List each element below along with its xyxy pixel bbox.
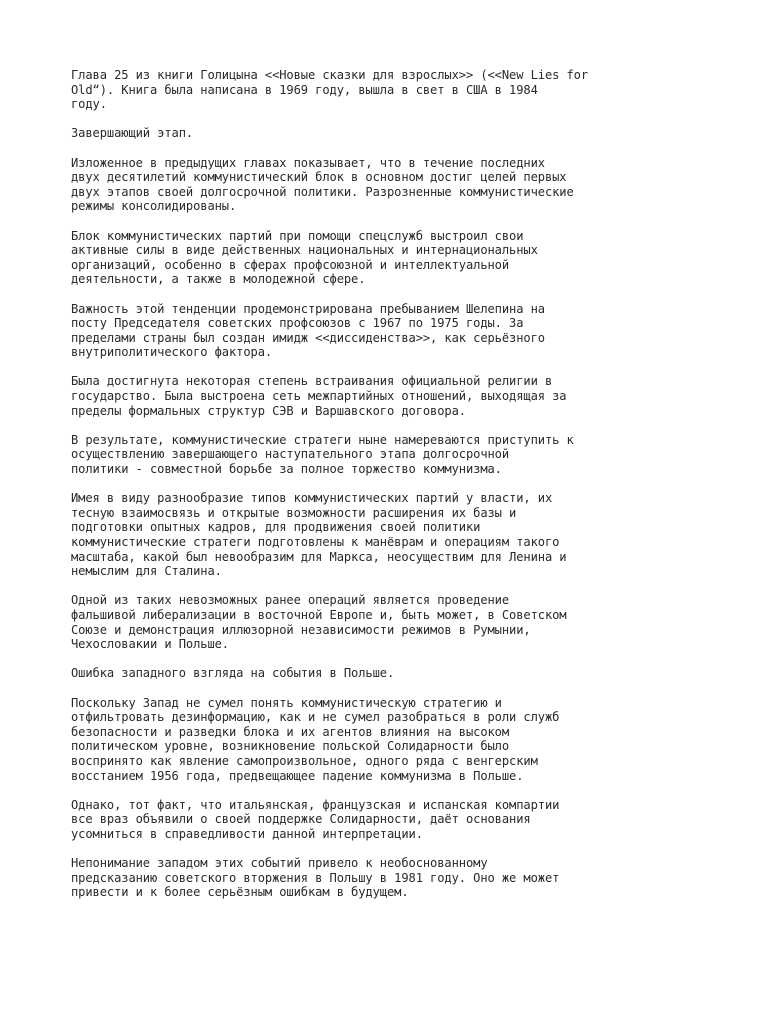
text-line: пределами страны был создан имидж <<диссиденства>>, как серьёзного (71, 330, 545, 345)
text-line: режимы консолидированы. (71, 199, 237, 214)
text-line: Old“). Книга была написана в 1969 году, вышла в свет в США в 1984 (71, 82, 538, 97)
document-paragraph (71, 302, 731, 360)
document-paragraph (71, 374, 731, 418)
text-line: Однако, тот факт, что итальянская, французская и испанская компартии (71, 797, 560, 812)
text-line: посту Председателя советских профсоюзов с 1967 по 1975 годы. За (71, 316, 524, 331)
document-paragraph (71, 666, 731, 681)
text-line: Имея в виду разнообразие типов коммунистических партий у власти, их (71, 491, 553, 506)
text-line: Завершающий этап. (71, 126, 194, 141)
text-line: воспринято как явление самопроизвольное, одного ряда с венгерским (71, 753, 538, 768)
text-line: осуществлению завершающего наступательного этапа долгосрочной (71, 447, 510, 462)
text-line: фальшивой либерализации в восточной Европе и, быть может, в Советском (71, 607, 567, 622)
document-paragraph (71, 156, 731, 214)
document-paragraph (71, 798, 731, 842)
text-line: двух этапов своей долгосрочной политики. Разрозненные коммунистические (71, 184, 574, 199)
text-line: Чехословакии и Польше. (71, 637, 229, 652)
text-line: безопасности и разведки блока и их агентов влияния на высоком (71, 724, 510, 739)
text-line: В результате, коммунистические стратеги ныне намереваются приступить к (71, 432, 574, 447)
text-line: Была достигнута некоторая степень встраивания официальной религии в (71, 374, 553, 389)
text-line: двух десятилетий коммунистический блок в основном достиг целей первых (71, 170, 567, 185)
document-paragraph (71, 126, 731, 141)
text-line: тесную взаимосвязь и открытые возможности расширения их базы и (71, 505, 517, 520)
text-line: политическом уровне, возникновение польской Солидарности было (71, 739, 510, 754)
text-line: организаций, особенно в сферах профсоюзной и интеллектуальной (71, 257, 510, 272)
text-line: Одной из таких невозможных ранее операций является проведение (71, 593, 510, 608)
document-paragraph (71, 491, 731, 579)
document-paragraph (71, 696, 731, 784)
document-paragraph (71, 433, 731, 477)
text-line: коммунистические стратеги подготовлены к манёврам и операциям такого (71, 535, 560, 549)
text-line: активные силы в виде действенных национальных и интернациональных (71, 243, 538, 258)
text-line: пределы формальных структур СЭВ и Варшавского договора. (71, 403, 466, 418)
text-line: восстанием 1956 года, предвещающее падение коммунизма в Польше. (71, 768, 524, 783)
text-line: отфильтровать дезинформацию, как и не сумел разобраться в роли служб (71, 710, 560, 725)
text-line: деятельности, а также в молодежной сфере. (71, 272, 366, 287)
text-line: Изложенное в предыдущих главах показывает, что в течение последних (71, 155, 545, 170)
text-line: масштаба, какой был невообразим для Маркса, неосуществим для Ленина и (71, 549, 567, 564)
text-line: привести и к более серьёзным ошибкам в будущем. (71, 885, 409, 900)
text-line: предсказанию советского вторжения в Польшу в 1981 году. Оно же может (71, 870, 560, 885)
text-line: Ошибка западного взгляда на события в Польше. (71, 666, 395, 681)
document-paragraph (71, 229, 731, 287)
text-line: Непонимание западом этих событий привело к необоснованному (71, 856, 488, 871)
text-line: политики - совместной борьбе за полное торжество коммунизма. (71, 462, 502, 477)
document-paragraph (71, 593, 731, 651)
text-line: усомниться в справедливости данной интерпретации. (71, 826, 423, 841)
text-line: государство. Была выстроена сеть межпартийных отношений, выходящая за (71, 389, 567, 404)
text-line: Важность этой тенденции продемонстрирована пребыванием Шелепина на (71, 301, 545, 316)
text-line: немыслим для Сталина. (71, 564, 222, 579)
document-paragraph (71, 856, 731, 900)
text-line: Союзе и демонстрация иллюзорной независимости режимов в Румынии, (71, 622, 531, 637)
text-line: Поскольку Запад не сумел понять коммунистическую стратегию и (71, 695, 502, 710)
text-line: подготовки опытных кадров, для продвижения своей политики (71, 520, 481, 535)
text-line: году. (71, 97, 107, 112)
text-line: Блок коммунистических партий при помощи спецслужб выстроил свои (71, 228, 524, 243)
text-line: Глава 25 из книги Голицына <<Новые сказки для взрослых>> (<<New Lies for (71, 68, 589, 82)
document-page (71, 68, 731, 914)
text-line: внутриполитического фактора. (71, 345, 273, 360)
document-paragraph (71, 68, 731, 112)
text-line: все враз объявили о своей поддержке Солидарности, даёт основания (71, 812, 531, 827)
